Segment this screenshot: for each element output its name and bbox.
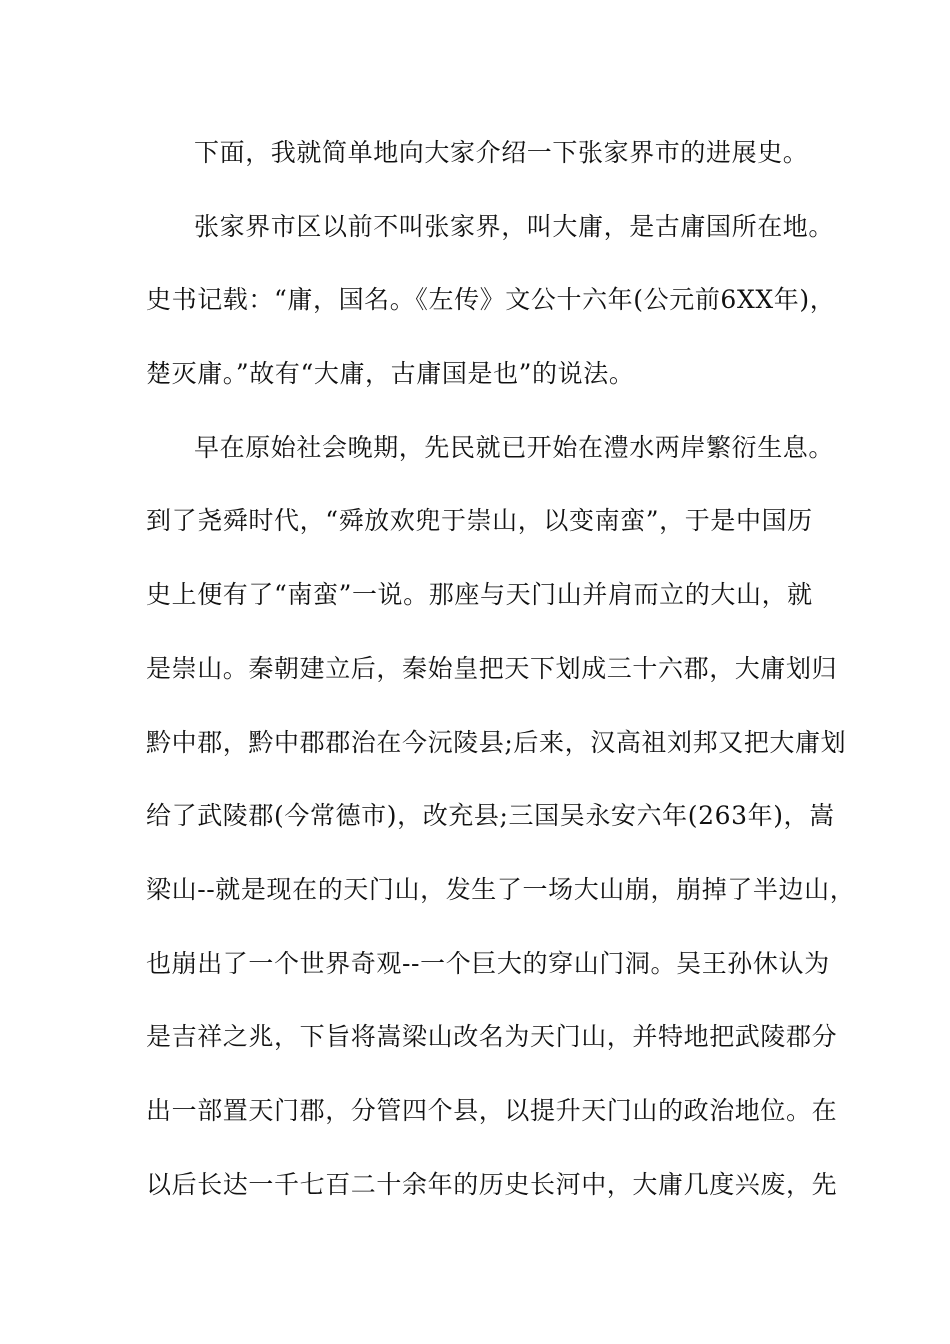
document-body bbox=[146, 128, 856, 1233]
text-line-10: 给了武陵郡(今常德市)，改充县;三国吴永安六年(263年)，嵩 bbox=[146, 801, 835, 831]
text-line-5: 早在原始社会晚期，先民就已开始在澧水两岸繁衍生息。 bbox=[194, 432, 835, 462]
text-line-9: 黔中郡，黔中郡郡治在今沅陵县;后来，汉高祖刘邦又把大庸划 bbox=[146, 727, 847, 757]
text-line-7: 史上便有了“南蛮”一说。那座与天门山并肩而立的大山，就 bbox=[146, 580, 813, 610]
text-line-8: 是崇山。秦朝建立后，秦始皇把天下划成三十六郡，大庸划归 bbox=[146, 653, 838, 683]
text-line-13: 是吉祥之兆，下旨将嵩梁山改名为天门山，并特地把武陵郡分 bbox=[146, 1022, 838, 1052]
text-line-15: 以后长达一千七百二十余年的历史长河中，大庸几度兴废，先 bbox=[146, 1169, 838, 1199]
text-line-2: 张家界市区以前不叫张家界，叫大庸，是古庸国所在地。 bbox=[194, 211, 835, 241]
text-line-1: 下面，我就简单地向大家介绍一下张家界市的进展史。 bbox=[194, 138, 809, 167]
text-line-11: 梁山--就是现在的天门山，发生了一场大山崩，崩掉了半边山， bbox=[146, 874, 856, 904]
text-line-3: 史书记载：“庸，国名。《左传》文公十六年(公元前6XX年)， bbox=[146, 285, 836, 315]
text-line-14: 出一部置天门郡，分管四个县，以提升天门山的政治地位。在 bbox=[146, 1095, 838, 1125]
text-line-12: 也崩出了一个世界奇观--一个巨大的穿山门洞。吴王孙休认为 bbox=[146, 948, 830, 978]
text-line-4: 楚灭庸。”故有“大庸，古庸国是也”的说法。 bbox=[146, 359, 635, 389]
text-line-6: 到了尧舜时代，“舜放欢兜于崇山，以变南蛮”，于是中国历 bbox=[146, 506, 813, 536]
